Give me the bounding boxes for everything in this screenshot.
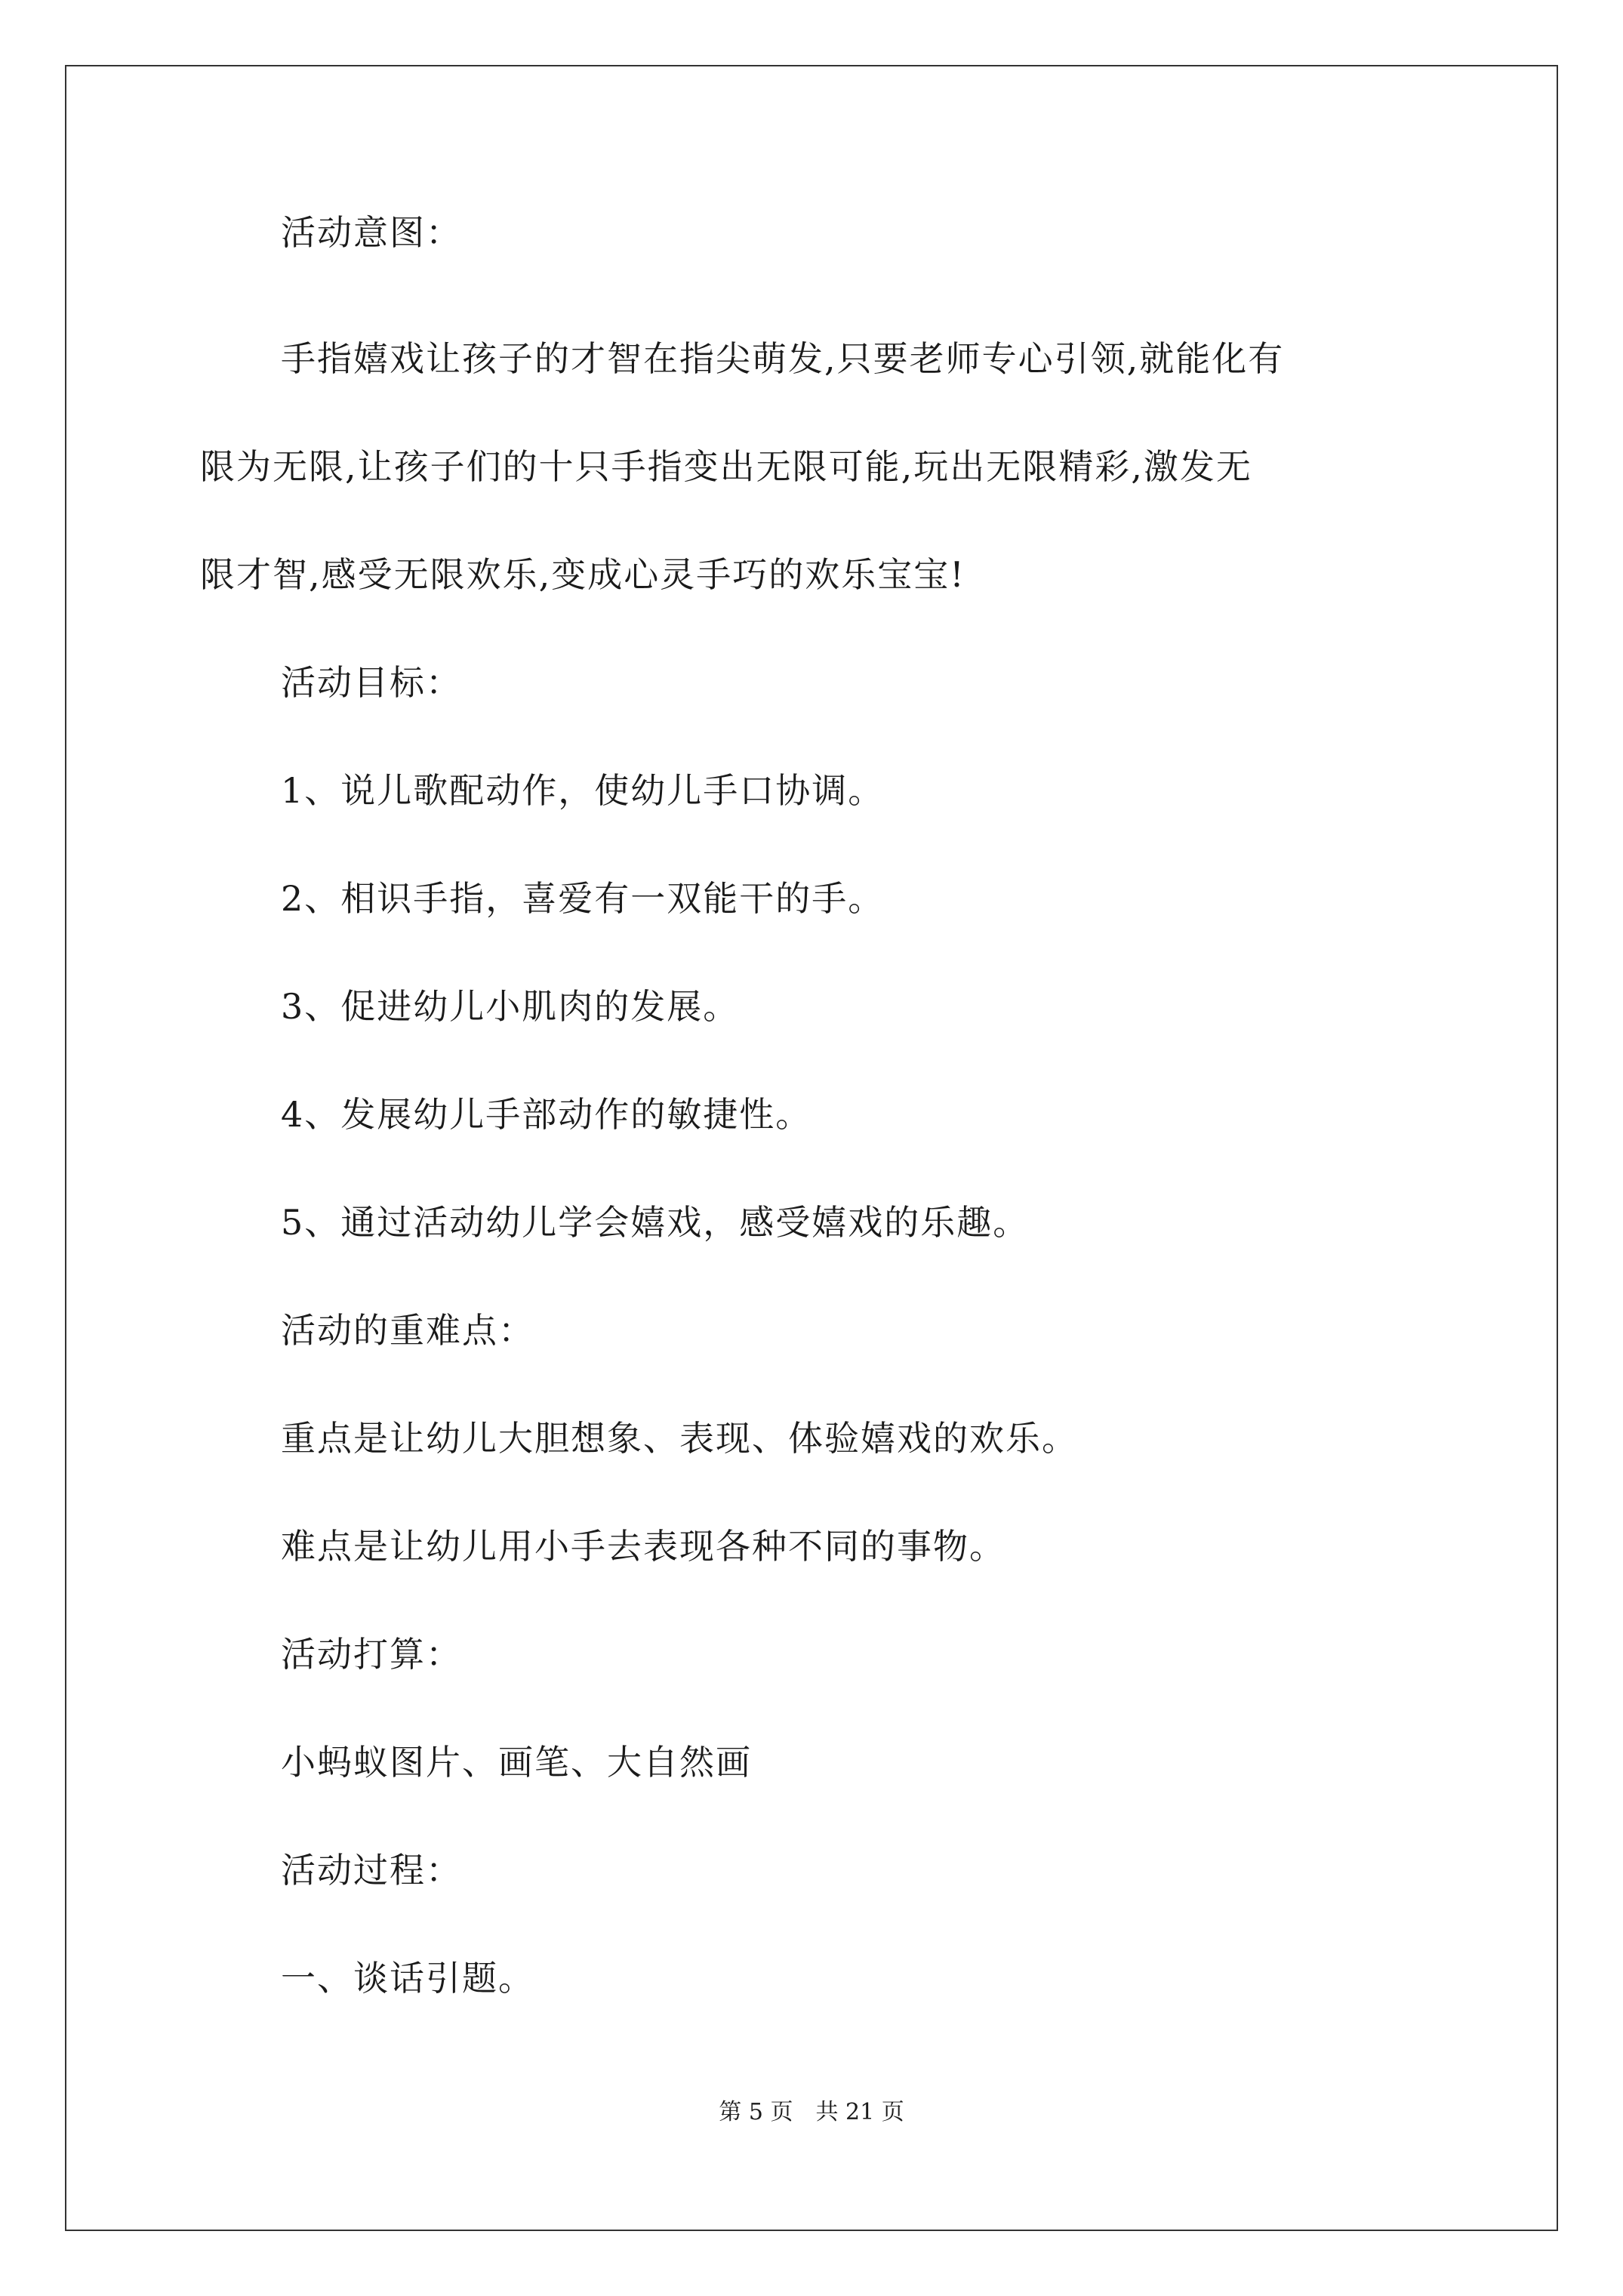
goal-item-5: 5、通过活动幼儿学会嬉戏，感受嬉戏的乐趣。 (281, 1202, 1030, 1243)
process-step-1: 一、谈话引题。 (281, 1958, 534, 1999)
goal-item-4: 4、发展幼儿手部动作的敏捷性。 (281, 1094, 812, 1135)
intent-line-1: 手指嬉戏让孩子的才智在指尖萌发,只要老师专心引领,就能化有 (281, 338, 1285, 379)
goal-item-3: 3、促进幼儿小肌肉的发展。 (281, 986, 740, 1027)
page-number: 第 5 页 共 21 页 (719, 2099, 904, 2125)
prep-items: 小蚂蚁图片、画笔、大自然画 (281, 1742, 752, 1783)
intent-heading: 活动意图： (281, 212, 462, 253)
intent-line-3: 限才智,感受无限欢乐,变成心灵手巧的欢乐宝宝! (200, 554, 965, 595)
intent-line-2: 限为无限,让孩子们的十只手指变出无限可能,玩出无限精彩,激发无 (200, 446, 1252, 487)
key-heading: 活动的重难点： (281, 1310, 534, 1351)
goals-heading: 活动目标： (281, 662, 462, 703)
difficult-point: 难点是让幼儿用小手去表现各种不同的事物。 (281, 1526, 1006, 1567)
page-border (65, 65, 1558, 2231)
prep-heading: 活动打算： (281, 1634, 462, 1675)
key-point: 重点是让幼儿大胆想象、表现、体验嬉戏的欢乐。 (281, 1418, 1078, 1459)
goal-item-2: 2、相识手指，喜爱有一双能干的手。 (281, 878, 885, 919)
goal-item-1: 1、说儿歌配动作，使幼儿手口协调。 (281, 770, 885, 811)
process-heading: 活动过程： (281, 1850, 462, 1891)
